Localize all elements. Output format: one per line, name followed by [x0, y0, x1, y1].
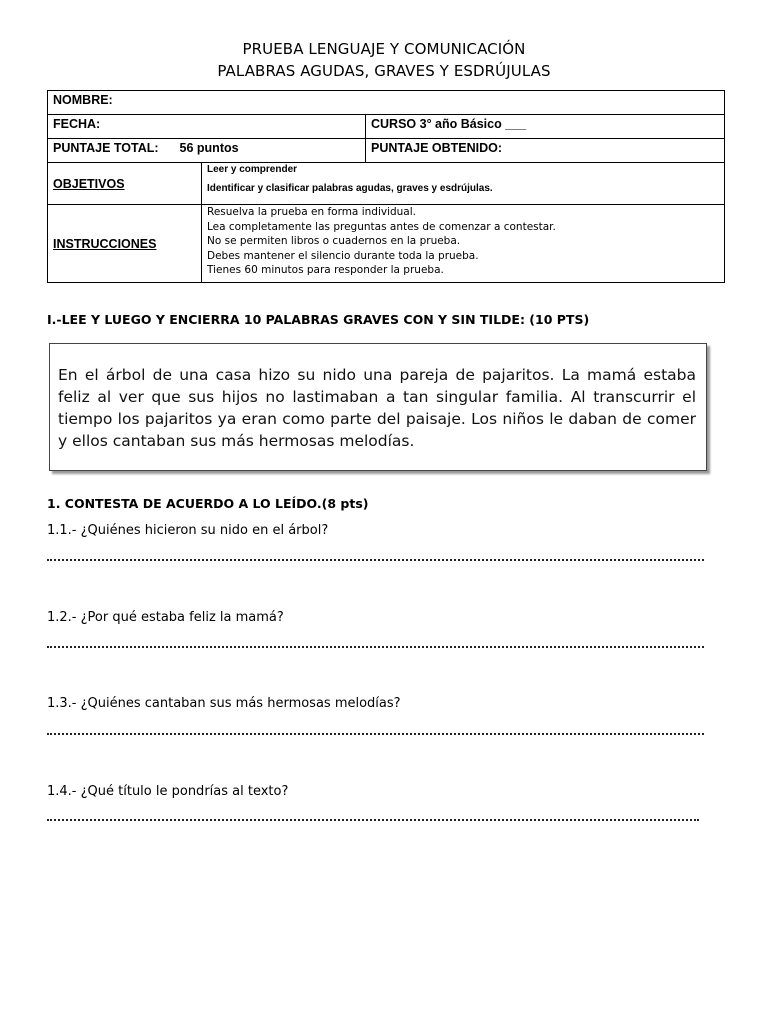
instruccion-item: Debes mantener el silencio durante toda la prueba.	[207, 249, 479, 262]
answer-line-1-4[interactable]	[47, 819, 699, 821]
instruccion-item: No se permiten libros o cuadernos en la prueba.	[207, 235, 461, 247]
objetivos-label-cell	[48, 163, 202, 205]
instrucciones-label: INSTRUCCIONES	[53, 236, 157, 251]
objetivo-item: Leer y comprender	[207, 164, 298, 175]
instruccion-item: Tienes 60 minutos para responder la prueba.	[207, 264, 444, 276]
curso-field[interactable]: CURSO 3° año Básico ___	[366, 115, 725, 139]
instrucciones-cell	[202, 205, 725, 283]
answer-line-1-1[interactable]	[47, 559, 704, 561]
objetivos-cell	[202, 163, 725, 205]
objetivo-item: Identificar y clasificar palabras agudas, graves y esdrújulas.	[207, 183, 493, 194]
question-1-2: 1.2.- ¿Por qué estaba feliz la mamá?	[47, 610, 284, 625]
puntaje-total-cell	[48, 139, 366, 163]
answer-line-1-2[interactable]	[47, 646, 704, 648]
answer-line-1-3[interactable]	[47, 733, 704, 735]
fecha-field[interactable]: FECHA:	[48, 115, 366, 139]
nombre-field[interactable]: NOMBRE:	[48, 91, 725, 115]
question-1-1: 1.1.- ¿Quiénes hicieron su nido en el árbol?	[47, 523, 329, 538]
objetivos-label: OBJETIVOS	[53, 176, 125, 191]
question-1-4: 1.4.- ¿Qué título le pondrías al texto?	[47, 784, 289, 799]
page-title-line1: PRUEBA LENGUAJE Y COMUNICACIÓN	[242, 40, 526, 58]
reading-text-box: En el árbol de una casa hizo su nido una pareja de pajaritos. La mamá estaba feliz al ver que sus hijos no lastimaban a tan singular familia. Al transcurrir el tiempo los pajaritos ya eran como parte del paisaje. Los niños le daban de comer y ellos cantaban sus más hermosas melodías.	[49, 343, 707, 471]
instrucciones-label-cell	[48, 205, 202, 283]
section2-heading: 1. CONTESTA DE ACUERDO A LO LEÍDO.(8 pts)	[47, 496, 369, 511]
puntaje-obtenido-field[interactable]: PUNTAJE OBTENIDO:	[366, 139, 725, 163]
student-info-table	[47, 90, 725, 283]
puntaje-total-value: 56 puntos	[179, 141, 239, 155]
page-title-line2: PALABRAS AGUDAS, GRAVES Y ESDRÚJULAS	[217, 62, 551, 80]
question-1-3: 1.3.- ¿Quiénes cantaban sus más hermosas melodías?	[47, 696, 401, 711]
instruccion-item: Lea completamente las preguntas antes de comenzar a contestar.	[207, 220, 556, 233]
puntaje-total-label: PUNTAJE TOTAL:	[53, 141, 159, 155]
section1-heading: I.-LEE Y LUEGO Y ENCIERRA 10 PALABRAS GRAVES CON Y SIN TILDE: (10 PTS)	[47, 312, 590, 327]
instruccion-item: Resuelva la prueba en forma individual.	[207, 206, 416, 218]
